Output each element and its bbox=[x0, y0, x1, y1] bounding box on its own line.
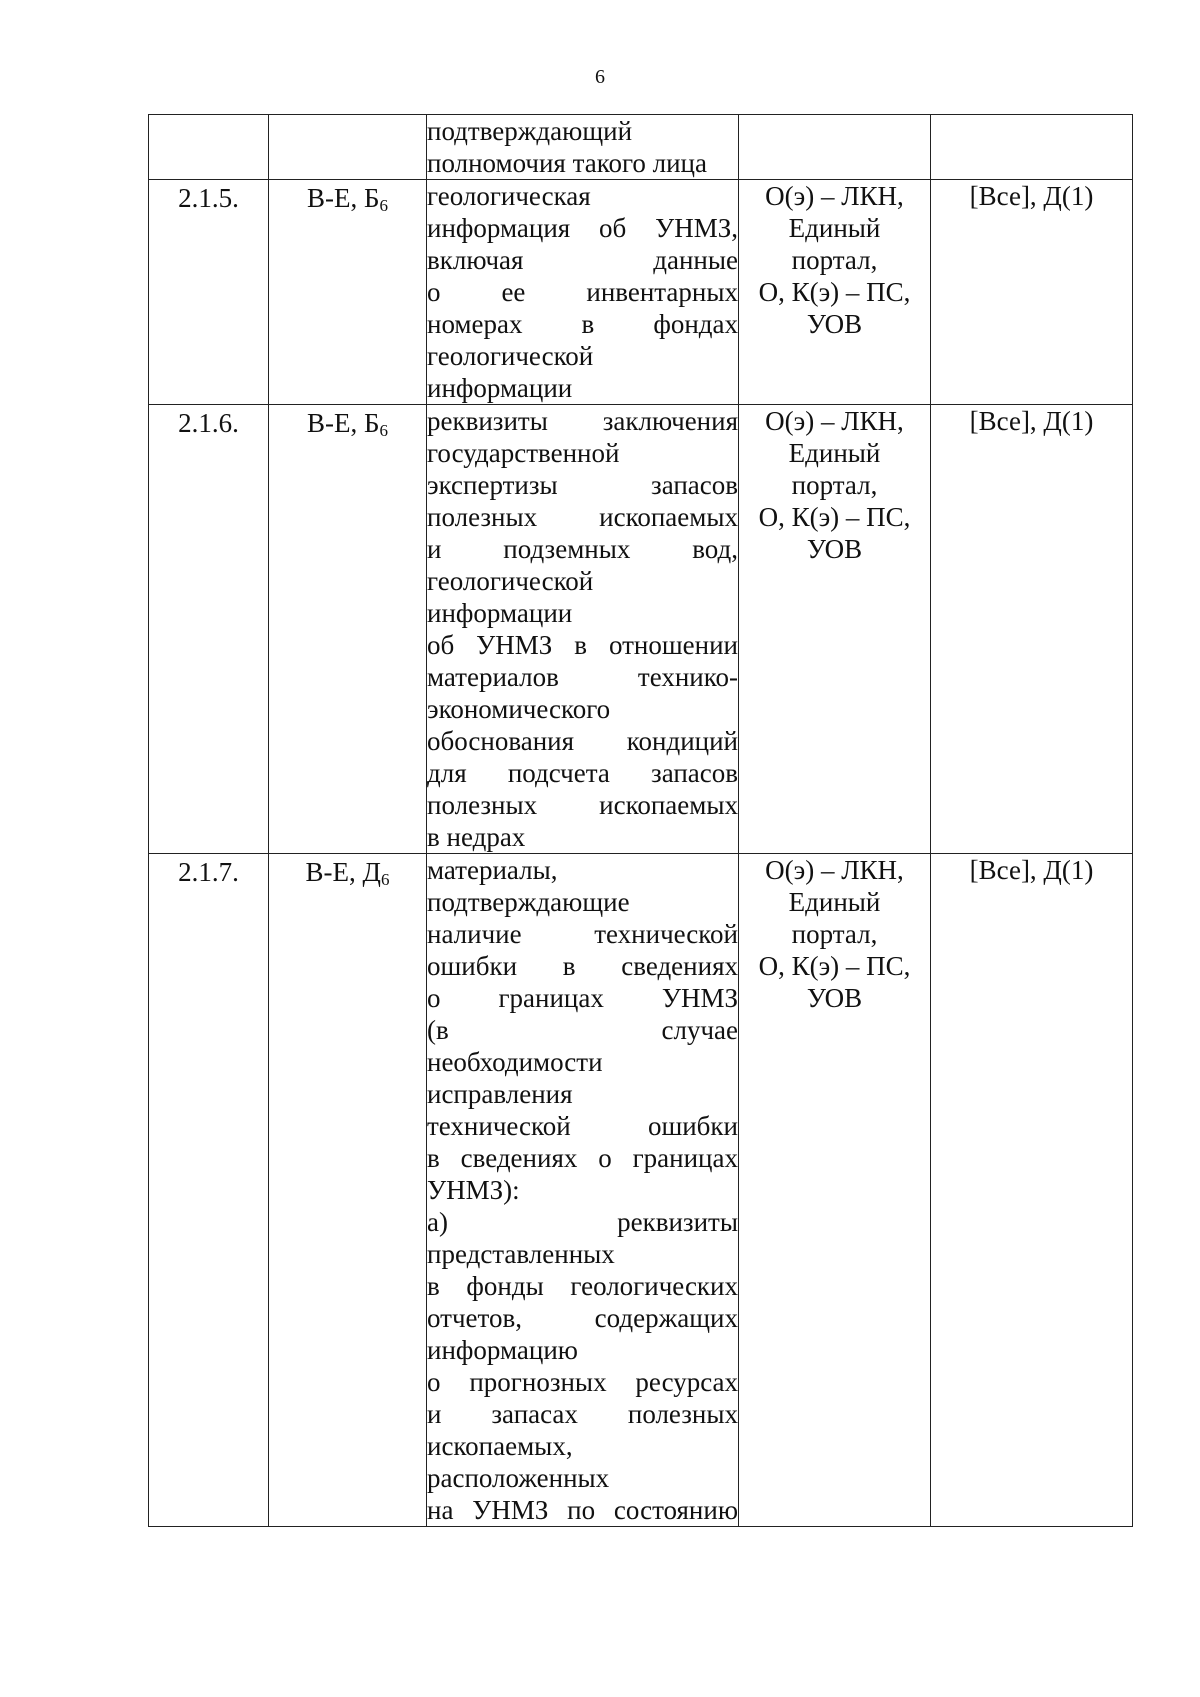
description-line: подтверждающие bbox=[427, 887, 630, 917]
description-line: и запасах полезных bbox=[427, 1399, 738, 1429]
description-line: на УНМЗ по состоянию bbox=[427, 1495, 738, 1525]
requirements-table bbox=[148, 114, 1133, 1527]
description-line: номерах в фондах bbox=[427, 309, 738, 339]
cell-submission-method bbox=[739, 115, 931, 180]
item-number: 2.1.5. bbox=[178, 183, 239, 213]
description-line: государственной bbox=[427, 438, 620, 468]
code-value bbox=[269, 854, 426, 888]
description-line: технической ошибки bbox=[427, 1111, 738, 1141]
description-line: ископаемых, bbox=[427, 1431, 573, 1461]
description-line: информация об УНМЗ, bbox=[427, 213, 738, 243]
submission-method-line: портал, bbox=[791, 919, 878, 949]
cell-applicability bbox=[931, 180, 1133, 405]
description-line: экономического bbox=[427, 694, 611, 724]
submission-method-line: О(э) – ЛКН, bbox=[765, 855, 904, 885]
description-line: информации bbox=[427, 598, 573, 628]
table-row bbox=[149, 405, 1133, 854]
submission-method-line: О, К(э) – ПС, bbox=[758, 951, 911, 981]
submission-method-line: О(э) – ЛКН, bbox=[765, 181, 904, 211]
description-text bbox=[427, 180, 738, 404]
code-subscript: 6 bbox=[380, 870, 390, 889]
description-line: геологической bbox=[427, 341, 594, 371]
submission-method-line: портал, bbox=[791, 245, 878, 275]
cell-code bbox=[269, 180, 427, 405]
cell-applicability bbox=[931, 115, 1133, 180]
table-row bbox=[149, 115, 1133, 180]
description-line: отчетов, содержащих bbox=[427, 1303, 738, 1333]
page-number: 6 bbox=[595, 66, 605, 88]
description-line: включая данные bbox=[427, 245, 738, 275]
description-line: в сведениях о границах bbox=[427, 1143, 738, 1173]
cell-item-number bbox=[149, 405, 269, 854]
description-line: реквизиты заключения bbox=[427, 406, 738, 436]
applicability-value: [Все], Д(1) bbox=[969, 406, 1094, 436]
cell-submission-method bbox=[739, 180, 931, 405]
table-row bbox=[149, 854, 1133, 1527]
cell-description bbox=[427, 180, 739, 405]
submission-method-line: Единый bbox=[788, 887, 881, 917]
submission-method-line: О(э) – ЛКН, bbox=[765, 406, 904, 436]
description-line: материалы, bbox=[427, 855, 558, 885]
code-value bbox=[269, 180, 426, 214]
cell-applicability bbox=[931, 854, 1133, 1527]
description-line: ошибки в сведениях bbox=[427, 951, 738, 981]
description-line: о ее инвентарных bbox=[427, 277, 738, 307]
table-row bbox=[149, 180, 1133, 405]
cell-code bbox=[269, 115, 427, 180]
description-line: об УНМЗ в отношении bbox=[427, 630, 738, 660]
applicability-value: [Все], Д(1) bbox=[969, 855, 1094, 885]
code-value bbox=[269, 405, 426, 439]
submission-method-line: Единый bbox=[788, 438, 881, 468]
cell-item-number bbox=[149, 180, 269, 405]
submission-method-line: УОВ bbox=[806, 534, 863, 564]
description-line: полезных ископаемых bbox=[427, 502, 738, 532]
cell-submission-method bbox=[739, 405, 931, 854]
description-line: геологической bbox=[427, 566, 594, 596]
item-number: 2.1.7. bbox=[178, 857, 239, 887]
description-line: о прогнозных ресурсах bbox=[427, 1367, 738, 1397]
submission-method-line: Единый bbox=[788, 213, 881, 243]
cell-description bbox=[427, 405, 739, 854]
submission-method-line: О, К(э) – ПС, bbox=[758, 277, 911, 307]
submission-method-line: портал, bbox=[791, 470, 878, 500]
item-number: 2.1.6. bbox=[178, 408, 239, 438]
cell-code bbox=[269, 405, 427, 854]
description-line: экспертизы запасов bbox=[427, 470, 738, 500]
cell-item-number bbox=[149, 854, 269, 1527]
description-line: полезных ископаемых bbox=[427, 790, 738, 820]
description-line: в недрах bbox=[427, 822, 526, 852]
description-text bbox=[427, 854, 738, 1526]
description-line: для подсчета запасов bbox=[427, 758, 738, 788]
description-text bbox=[427, 405, 738, 853]
cell-item-number bbox=[149, 115, 269, 180]
description-line: подтверждающий bbox=[427, 116, 633, 146]
cell-code bbox=[269, 854, 427, 1527]
description-line: геологическая bbox=[427, 181, 591, 211]
submission-method-line: УОВ bbox=[806, 309, 863, 339]
code-value bbox=[269, 115, 426, 117]
description-line: исправления bbox=[427, 1079, 573, 1109]
cell-description bbox=[427, 115, 739, 180]
applicability-value: [Все], Д(1) bbox=[969, 181, 1094, 211]
description-line: и подземных вод, bbox=[427, 534, 738, 564]
code-text: В-Е, Б bbox=[307, 183, 380, 213]
description-line: информации bbox=[427, 373, 573, 403]
description-line: полномочия такого лица bbox=[427, 148, 707, 178]
description-text bbox=[427, 115, 738, 179]
code-text: В-Е, Д bbox=[305, 857, 381, 887]
description-line: расположенных bbox=[427, 1463, 610, 1493]
description-line: а) реквизиты bbox=[427, 1207, 738, 1237]
code-text: В-Е, Б bbox=[307, 408, 380, 438]
description-line: в фонды геологических bbox=[427, 1271, 738, 1301]
description-line: наличие технической bbox=[427, 919, 738, 949]
description-line: материалов технико- bbox=[427, 662, 738, 692]
description-line: о границах УНМЗ bbox=[427, 983, 738, 1013]
description-line: (в случае bbox=[427, 1015, 738, 1045]
cell-submission-method bbox=[739, 854, 931, 1527]
cell-applicability bbox=[931, 405, 1133, 854]
description-line: обоснования кондиций bbox=[427, 726, 738, 756]
description-line: необходимости bbox=[427, 1047, 603, 1077]
item-number bbox=[149, 115, 268, 117]
cell-description bbox=[427, 854, 739, 1527]
description-line: информацию bbox=[427, 1335, 578, 1365]
submission-method-line: УОВ bbox=[806, 983, 863, 1013]
description-line: представленных bbox=[427, 1239, 615, 1269]
description-line: УНМЗ): bbox=[427, 1175, 520, 1205]
submission-method-line: О, К(э) – ПС, bbox=[758, 502, 911, 532]
code-subscript: 6 bbox=[379, 421, 388, 440]
code-subscript: 6 bbox=[379, 196, 388, 215]
table-body bbox=[149, 115, 1133, 1527]
